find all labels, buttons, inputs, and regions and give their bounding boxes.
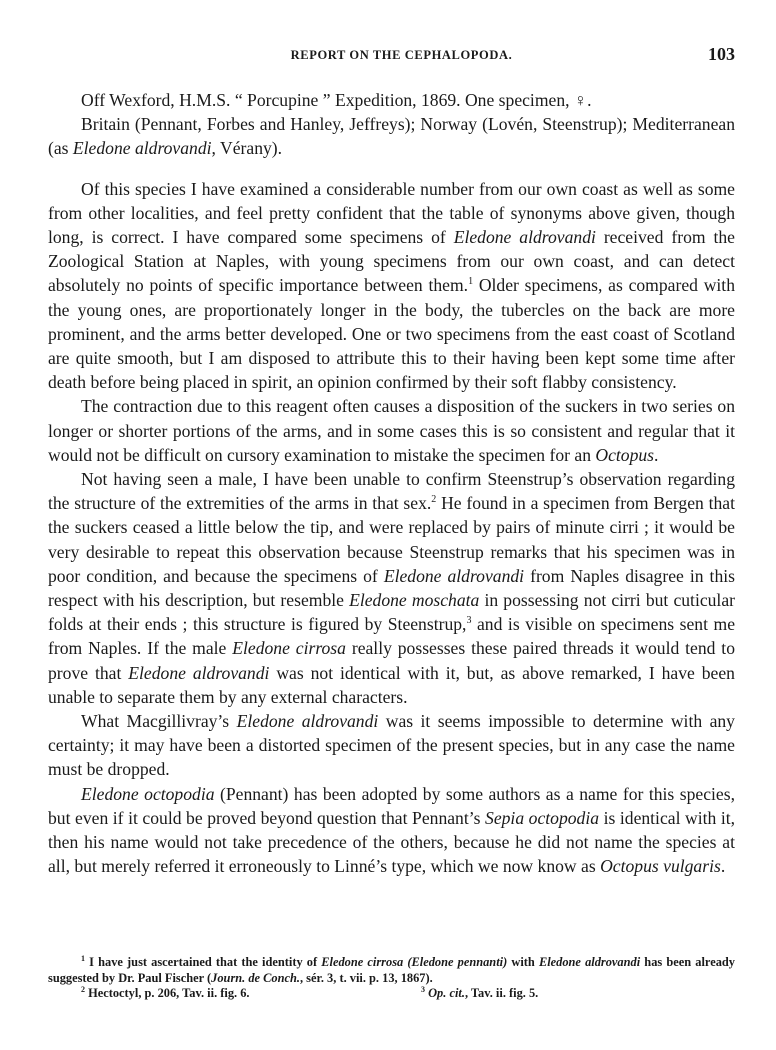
footnote-3: $^3$ Op. cit., Tav. ii. fig. 5. — [421, 985, 539, 1001]
paragraph-distribution: Britain (Pennant, Forbes and Hanley, Jeffreys); Norway (Lovén, Steenstrup); Mediterranean (as Eledone aldrovandi, Vérany). — [48, 114, 735, 159]
footnotes — [48, 955, 735, 1002]
paragraph-macgillivray: What Macgillivray’s Eledone aldrovandi was it seems impossible to determine with any certainty; it may have been a distorted specimen of the present species, but in any case the name must be dropped. — [48, 711, 735, 780]
footnote-2: $^2$ Hectoctyl, p. 206, Tav. ii. fig. 6. — [81, 985, 250, 1001]
paragraph-steenstrup: Not having seen a male, I have been unable to confirm Steenstrup’s observation regarding the structure of the extremities of the arms in that sex.$^2$ He found in a specimen from Bergen that the suckers ceased a little below the tip, and were replaced by pairs of minute cirri ; it would be very desirable to repeat this observation because Steenstrup remarks that his specimen was in poor condition, and because the specimens of Eledone aldrovandi from Naples disagree in this respect with his description, but resemble Eledone moschata in possessing not cirri but cuticular folds at their ends ; this structure is figured by Steenstrup,$^3$ and is visible on specimens sent me from Naples. If the male Eledone cirrosa really possesses these paired threads it would tend to prove that Eledone aldrovandi was not identical with it, but, as above remarked, I have been unable to separate them by any external characters. — [48, 469, 736, 707]
running-title: REPORT ON THE CEPHALOPODA. — [290, 48, 513, 62]
paragraph-examined-specimens: Of this species I have examined a considerable number from our own coast as well as some from other localities, and feel pretty confident that the table of synonyms above given, though long, is correct. I have compared some specimens of Eledone aldrovandi received from the Zoological Station at Naples, with young specimens from our own coast, and can detect absolutely no points of specific importance between them.$^1$ Older specimens, as compared with the young ones, are proportionately longer in the body, the tubercles on the back are more prominent, and the arms better developed. One or two specimens from the east coast of Scotland are quite smooth, but I am disposed to attribute this to their having been kept some time after death before being placed in spirit, an opinion confirmed by their soft flabby consistency. — [48, 178, 735, 393]
paragraph-locality: Off Wexford, H.M.S. “ Porcupine ” Expedition, 1869. One specimen, ♀. — [81, 90, 592, 110]
footnote-row — [48, 986, 735, 1002]
paragraph-contraction: The contraction due to this reagent often causes a disposition of the suckers in two series on longer or shorter portions of the arms, and in some cases this is so consistent and regular that it would not be difficult on cursory examination to mistake the specimen for an Octopus. — [48, 396, 735, 465]
footnote-ref-2[interactable]: 2 — [431, 494, 437, 506]
footnote-ref-1[interactable]: 1 — [468, 276, 474, 288]
page-number: 103 — [708, 44, 735, 64]
footnote-ref-3[interactable]: 3 — [466, 615, 472, 627]
footnote-1: $^1$ I have just ascertained that the identity of Eledone cirrosa (Eledone pennanti) with Eledone aldrovandi has been already suggested by Dr. Paul Fischer (Journ. de Conch., sér. 3, t. vii. p. 13, 1867). — [48, 954, 735, 985]
body-text — [48, 88, 735, 879]
running-head — [48, 44, 735, 66]
paragraph-octopodia: Eledone octopodia (Pennant) has been adopted by some authors as a name for this species, but even if it could be proved beyond question that Pennant’s Sepia octopodia is identical with it, then his name would not take precedence of the others, because he did not name the species at all, but merely referred it erroneously to Linné’s type, which we now know as Octopus vulgaris. — [48, 783, 736, 877]
